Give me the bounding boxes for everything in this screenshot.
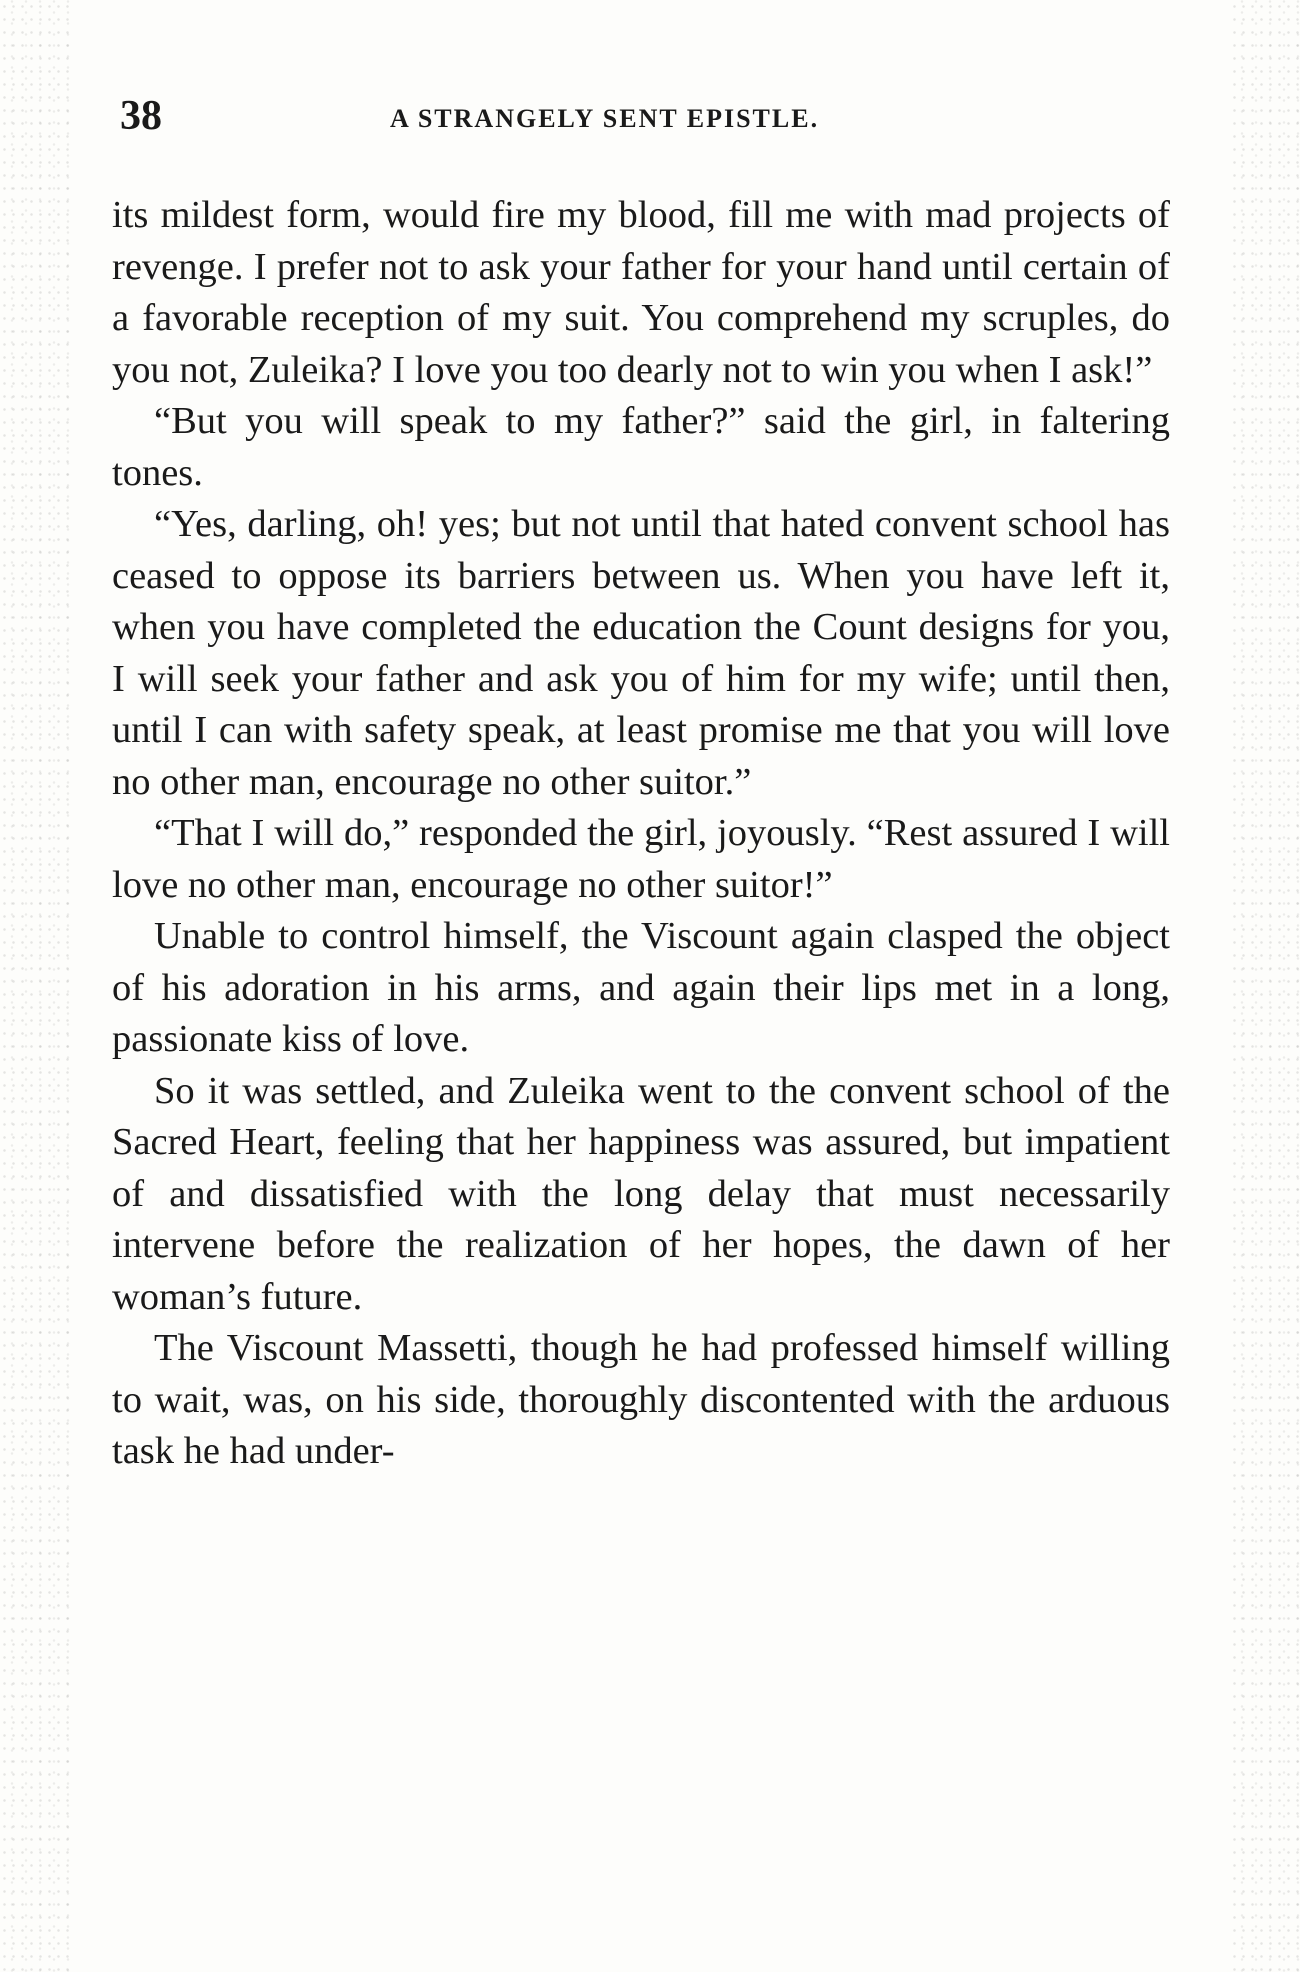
paragraph: “But you will speak to my father?” said the girl, in faltering tones. xyxy=(112,400,1170,494)
paragraph: Unable to control himself, the Viscount again clasped the object of his adoration in his arms, and again their lips met in a long, passionate kiss of love. xyxy=(112,915,1170,1060)
body-text xyxy=(112,190,1170,1478)
paragraph: its mildest form, would fire my blood, fill me with mad projects of revenge. I prefer not to ask your father for your hand until certain of a favorable reception of my suit. You comprehend my scruples, do you not, Zuleika? I love you too dearly not to win you when I ask!” xyxy=(112,194,1170,391)
page-edge-left xyxy=(0,0,70,1972)
page-header xyxy=(120,92,1170,142)
page-edge-right xyxy=(1230,0,1300,1972)
paragraph: “Yes, darling, oh! yes; but not until that hated convent school has ceased to oppose its barriers between us. When you have left it, when you have completed the education the Count designs for you, I will seek your father and ask you of him for my wife; until then, until I can with safety speak, at least promise me that you will love no other man, encourage no other suitor.” xyxy=(112,503,1170,803)
page-number: 38 xyxy=(120,93,162,139)
paragraph: “That I will do,” responded the girl, joyously. “Rest assured I will love no other man, encourage no other suitor!” xyxy=(112,812,1170,906)
paragraph: So it was settled, and Zuleika went to the convent school of the Sacred Heart, feeling that her happiness was assured, but impatient of and dissatisfied with the long delay that must necessarily intervene before the realization of her hopes, the dawn of her woman’s future. xyxy=(112,1069,1170,1318)
running-title: A STRANGELY SENT EPISTLE. xyxy=(390,104,820,133)
paragraph: The Viscount Massetti, though he had professed himself willing to wait, was, on his side, thoroughly discontented with the arduous task he had under- xyxy=(112,1327,1170,1472)
